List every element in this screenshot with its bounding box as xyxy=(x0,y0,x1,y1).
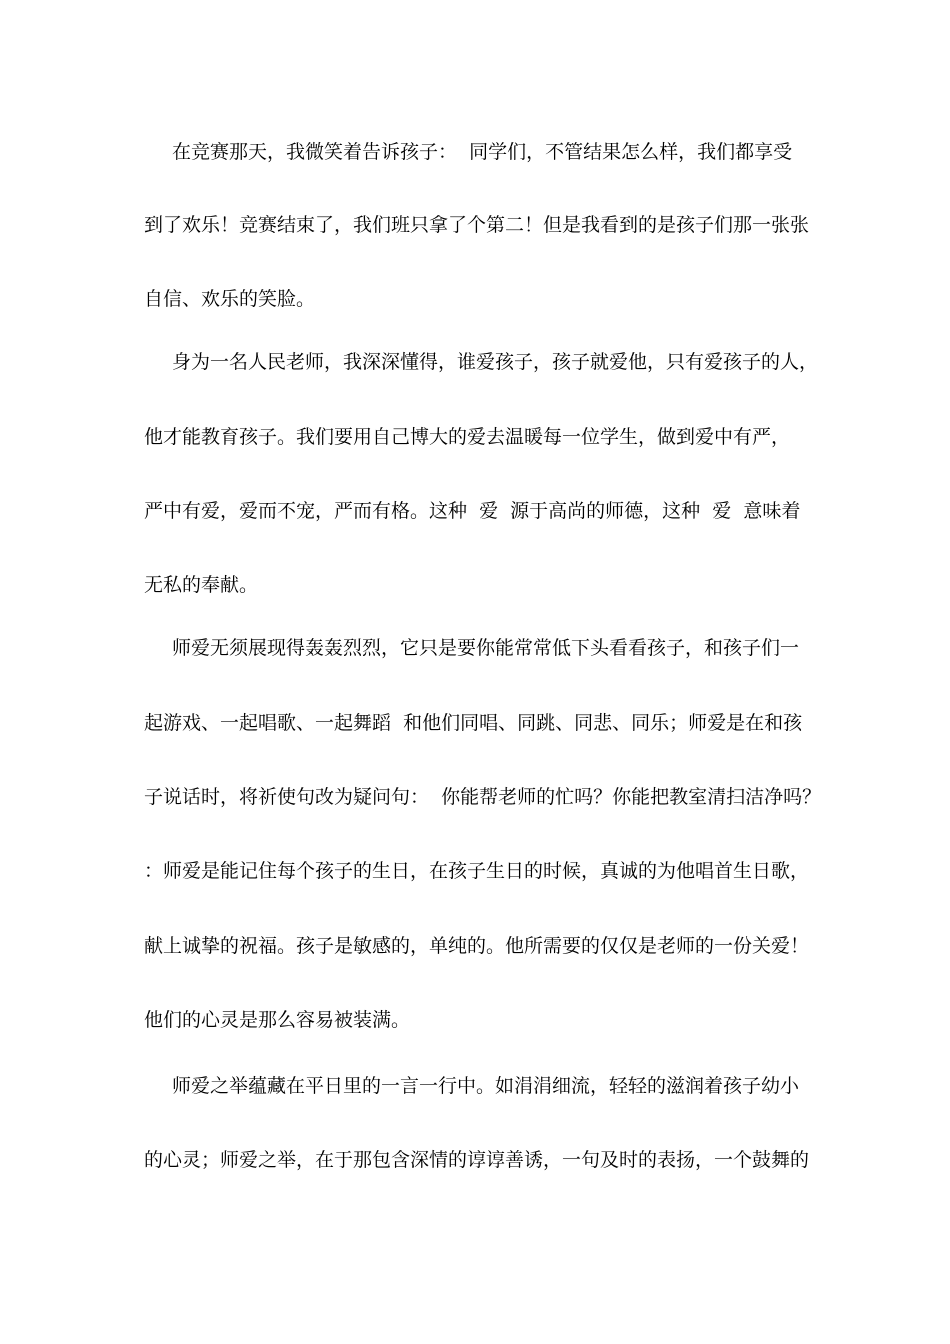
paragraph-4-line-1: 师爱之举蕴藏在平日里的一言一行中。如涓涓细流，轻轻的滋润着孩子幼小 xyxy=(172,1075,800,1097)
paragraph-3-line-1: 师爱无须展现得轰轰烈烈，它只是要你能常常低下头看看孩子，和孩子们一 xyxy=(172,637,800,659)
paragraph-1-line-3: 自信、欢乐的笑脸。 xyxy=(144,288,316,310)
paragraph-3-line-4: ：师爱是能记住每个孩子的生日，在孩子生日的时候，真诚的为他唱首生日歌， xyxy=(144,860,810,882)
paragraph-2-line-1: 身为一名人民老师，我深深懂得，谁爱孩子，孩子就爱他，只有爱孩子的人， xyxy=(172,351,819,373)
paragraph-4-line-2: 的心灵；师爱之举，在于那包含深情的谆谆善诱，一句及时的表扬，一个鼓舞的 xyxy=(144,1149,810,1171)
paragraph-1-line-2: 到了欢乐！竞赛结束了，我们班只拿了个第二！但是我看到的是孩子们那一张张 xyxy=(144,214,810,236)
paragraph-2-line-2: 他才能教育孩子。我们要用自己博大的爱去温暖每一位学生，做到爱中有严， xyxy=(144,426,791,448)
paragraph-2-line-3: 严中有爱，爱而不宠，严而有格。这种 爱 源于高尚的师德，这种 爱 意味着 xyxy=(144,500,801,522)
paragraph-1-line-1: 在竞赛那天，我微笑着告诉孩子： 同学们，不管结果怎么样，我们都享受 xyxy=(172,141,793,163)
paragraph-3-line-2: 起游戏、一起唱歌、一起舞蹈 和他们同唱、同跳、同悲、同乐；师爱是在和孩 xyxy=(144,712,803,734)
paragraph-2-line-4: 无私的奉献。 xyxy=(144,574,259,596)
paragraph-3-line-5: 献上诚挚的祝福。孩子是敏感的，单纯的。他所需要的仅仅是老师的一份关爱！ xyxy=(144,935,810,957)
paragraph-3-line-3: 子说话时，将祈使句改为疑问句： 你能帮老师的忙吗？你能把教室清扫洁净吗？ xyxy=(144,786,822,808)
paragraph-3-line-6: 他们的心灵是那么容易被装满。 xyxy=(144,1009,411,1031)
